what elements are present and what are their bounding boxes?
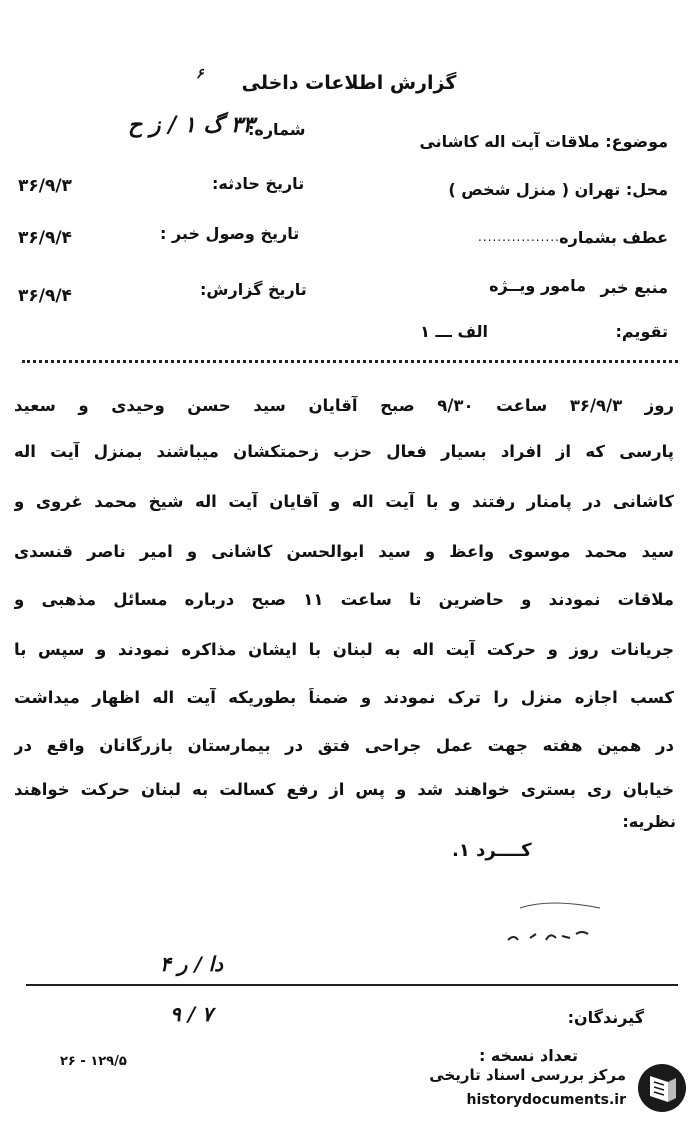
report-date-label: تاریخ گزارش:: [200, 280, 307, 299]
body-line-3: کاشانی در پامنار رفتند و با آیت اله و آقایان آیت اله شیخ محمد غروی و: [14, 492, 674, 511]
footer-separator: [26, 984, 678, 986]
body-line-7: کسب اجازه منزل را ترک نمودند و ضمناً بطوریکه آیت اله اظهار میداشت: [14, 688, 674, 707]
report-date: ۳۶/۹/۴: [18, 286, 72, 306]
incident-date: ۳۶/۹/۳: [18, 176, 72, 196]
body-line-6: جریانات روز و حرکت آیت اله به لبنان با ایشان مذاکره نمودند و سپس با: [14, 640, 674, 659]
rating-label: تقویم:: [615, 322, 668, 341]
reference-blank: .................: [478, 230, 560, 244]
number-label: شماره:: [248, 120, 306, 139]
received-date: ۳۶/۹/۴: [18, 228, 72, 248]
page-mark: ۶: [196, 66, 204, 82]
handwritten-date: ۹ / ۷: [170, 1002, 213, 1026]
number-value: ۳۳ گ ۱ / ز ح: [128, 112, 255, 138]
watermark-logo-icon: [636, 1062, 688, 1114]
report-title: گزارش اطلاعات داخلی: [241, 72, 457, 94]
incident-date-label: تاریخ حادثه:: [212, 174, 305, 193]
received-date-label: تاریخ وصول خبر :: [160, 224, 300, 243]
source-value: مامور ویــژه: [489, 276, 586, 295]
body-line-8: در همین هفته جهت عمل جراحی فتق در بیمارستان بازرگانان واقع در: [14, 736, 674, 755]
file-code: ۲۶ - ۱۲۹/۵: [60, 1054, 127, 1069]
body-line-4: سید محمد موسوی واعظ و سید ابوالحسن کاشانی و امیر ناصر قنسدی: [14, 542, 674, 561]
body-line-1: روز ۳۶/۹/۳ ساعت ۹/۳۰ صبح آقایان سید حسن وحیدی و سعید: [14, 396, 674, 415]
reference-label: عطف بشماره: [559, 228, 668, 247]
rating-value: الف ـــ ۱: [420, 322, 488, 341]
place-field: محل: تهران ( منزل شخص ): [448, 180, 668, 199]
header-separator: [22, 360, 678, 363]
signature-scribble: [500, 890, 610, 950]
opinion-value: کــــرد ۱.: [452, 840, 532, 861]
source-label: منبع خبر: [600, 278, 668, 297]
handwritten-note: دا / ر ۴: [160, 952, 224, 976]
copies-label: تعداد نسخه :: [478, 1046, 578, 1065]
watermark-name: مرکز بررسی اسناد تاریخی: [429, 1066, 626, 1084]
body-line-9: خیابان ری بستری خواهند شد و پس از رفع کسالت به لبنان حرکت خواهند: [14, 780, 674, 799]
subject-field: موضوع: ملاقات آیت اله کاشانی: [419, 132, 668, 151]
watermark-url: historydocuments.ir: [466, 1092, 626, 1108]
body-line-5: ملاقات نمودند و حاضرین تا ساعت ۱۱ صبح درباره مسائل مذهبی و: [14, 590, 674, 609]
body-line-2: پارسی که از افراد بسیار فعال حزب زحمتکشان میباشند بمنزل آیت اله: [14, 442, 674, 461]
opinion-label: نظریه:: [622, 812, 676, 831]
recipients-label: گیرندگان:: [567, 1008, 644, 1027]
